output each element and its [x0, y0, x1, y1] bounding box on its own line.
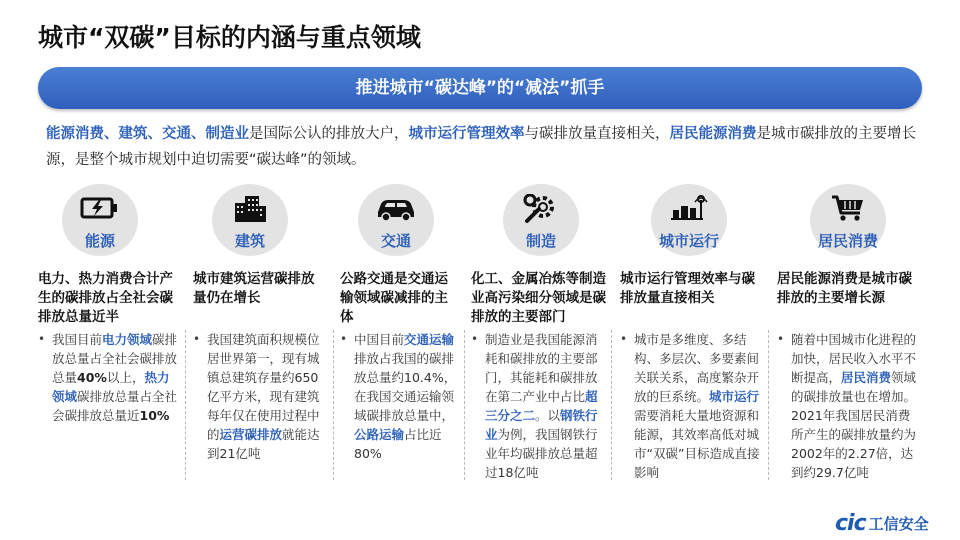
body-text: 随着中国城市化进程的加快，居民收入水平不断提高， [791, 332, 917, 385]
body-text: 就能达到21亿吨 [207, 427, 320, 461]
bullet: • [620, 332, 628, 346]
body-text: 碳排放总量占全社会碳排放总量近 [52, 389, 178, 423]
bullet: • [38, 332, 46, 346]
shopping-cart-icon [810, 194, 886, 222]
column-city-operation [620, 270, 762, 482]
column-divider [464, 330, 465, 480]
body-text: 中国目前 [354, 332, 405, 347]
category-energy [62, 184, 138, 256]
body-text: 。以 [535, 408, 561, 423]
battery-charging-icon [62, 194, 138, 222]
category-label: 制造 [525, 232, 556, 250]
category-label: 交通 [380, 232, 411, 250]
section-banner [38, 67, 922, 109]
city-network-icon [651, 194, 727, 222]
car-icon [358, 194, 434, 222]
bullet: • [471, 332, 479, 346]
body-text: 为例，我国钢铁行业年均碳排放总量超过18亿吨 [485, 427, 598, 480]
body-text: 排放占我国的碳排放总量约10.4%，在我国交通运输领域碳排放总量中， [354, 351, 457, 423]
column-body [471, 330, 607, 482]
column-heading: 城市建筑运营碳排放量仍在增长 [193, 271, 315, 306]
intro-highlight: 城市运行管理效率 [408, 126, 525, 142]
column-divider [185, 330, 186, 480]
column-manufacturing [471, 270, 607, 482]
column-heading: 城市运行管理效率与碳排放量直接相关 [620, 271, 755, 306]
body-bold: 10% [139, 408, 170, 423]
body-highlight: 热力领域 [52, 370, 170, 404]
body-highlight: 运营碳排放 [219, 427, 283, 442]
category-row [0, 184, 960, 256]
body-highlight: 交通运输 [404, 332, 455, 347]
page-title: 城市“双碳”目标的内涵与重点领域 [38, 23, 421, 52]
column-building [193, 270, 323, 463]
banner-text: 推进城市“碳达峰”的“减法”抓手 [355, 78, 605, 98]
intro-paragraph [46, 121, 918, 173]
intro-text: 与碳排放量直接相关， [524, 126, 670, 142]
category-label: 城市运行 [658, 232, 719, 250]
body-bold: 40% [77, 370, 107, 385]
category-manufacturing [503, 184, 579, 256]
body-highlight: 公路运输 [354, 427, 405, 442]
category-transport [358, 184, 434, 256]
column-body [340, 330, 460, 463]
building-icon [212, 194, 288, 222]
category-label: 建筑 [234, 232, 265, 250]
body-highlight: 居民消费 [841, 370, 892, 385]
logo-name: 工信安全 [868, 515, 929, 533]
body-highlight: 超三分之二 [485, 389, 598, 423]
column-body [38, 330, 180, 425]
column-transport [340, 270, 460, 463]
column-body [620, 330, 762, 482]
body-text: 需要消耗大量地资源和能源，其效率高低对城市“双碳”目标造成直接影响 [634, 408, 760, 480]
column-divider [611, 330, 612, 480]
bullet: • [193, 332, 201, 346]
category-label: 能源 [84, 232, 115, 250]
column-heading: 电力、热力消费合计产生的碳排放占全社会碳排放总量近半 [38, 271, 173, 325]
body-highlight: 电力领域 [102, 332, 153, 347]
column-heading: 化工、金属冶炼等制造业高污染细分领域是碳排放的主要部门 [471, 271, 606, 325]
bullet: • [777, 332, 785, 346]
intro-text: 是国际公认的排放大户， [249, 126, 409, 142]
column-energy [38, 270, 180, 425]
column-heading: 公路交通是交通运输领域碳减排的主体 [340, 271, 448, 325]
column-body [777, 330, 919, 482]
body-highlight: 城市运行 [709, 389, 760, 404]
body-text: 碳排放总量占全社会碳排放总量 [52, 332, 178, 385]
column-consumption [777, 270, 919, 482]
body-text: 我国目前 [52, 332, 103, 347]
body-text: 领域的碳排放量也在增加。2021年我国居民消费所产生的碳排放量约为2002年的2.27倍，达到约29.7亿吨 [791, 370, 917, 480]
column-heading: 居民能源消费是城市碳排放的主要增长源 [777, 271, 912, 306]
wrench-gear-icon [503, 194, 579, 222]
category-city-operation [651, 184, 727, 256]
body-text: 制造业是我国能源消耗和碳排放的主要部门，其能耗和碳排放在第二产业中占比 [485, 332, 598, 404]
body-text: 占比近80% [354, 427, 442, 461]
column-body [193, 330, 323, 463]
column-divider [333, 330, 334, 480]
category-label: 居民消费 [817, 232, 878, 250]
column-divider [768, 330, 769, 480]
logo-mark: cic [835, 511, 866, 536]
category-building [212, 184, 288, 256]
body-text: 我国建筑面积规模位居世界第一，现有城镇总建筑存量约650亿平方米，现有建筑每年仅在使用过程中的 [207, 332, 320, 442]
body-highlight: 钢铁行业 [485, 408, 598, 442]
body-text: 城市是多维度、多结构、多层次、多要素间关联关系，高度繁杂开放的巨系统。 [634, 332, 760, 404]
intro-highlight: 能源消费、建筑、交通、制造业 [46, 126, 249, 142]
intro-highlight: 居民能源消费 [669, 126, 757, 142]
body-text: 以上， [106, 370, 145, 385]
intro-text: 是城市碳排放的主要增长源，是整个城市规划中迫切需要“碳达峰”的领域。 [46, 126, 916, 168]
company-logo [835, 511, 929, 535]
category-consumption [810, 184, 886, 256]
bullet: • [340, 332, 348, 346]
